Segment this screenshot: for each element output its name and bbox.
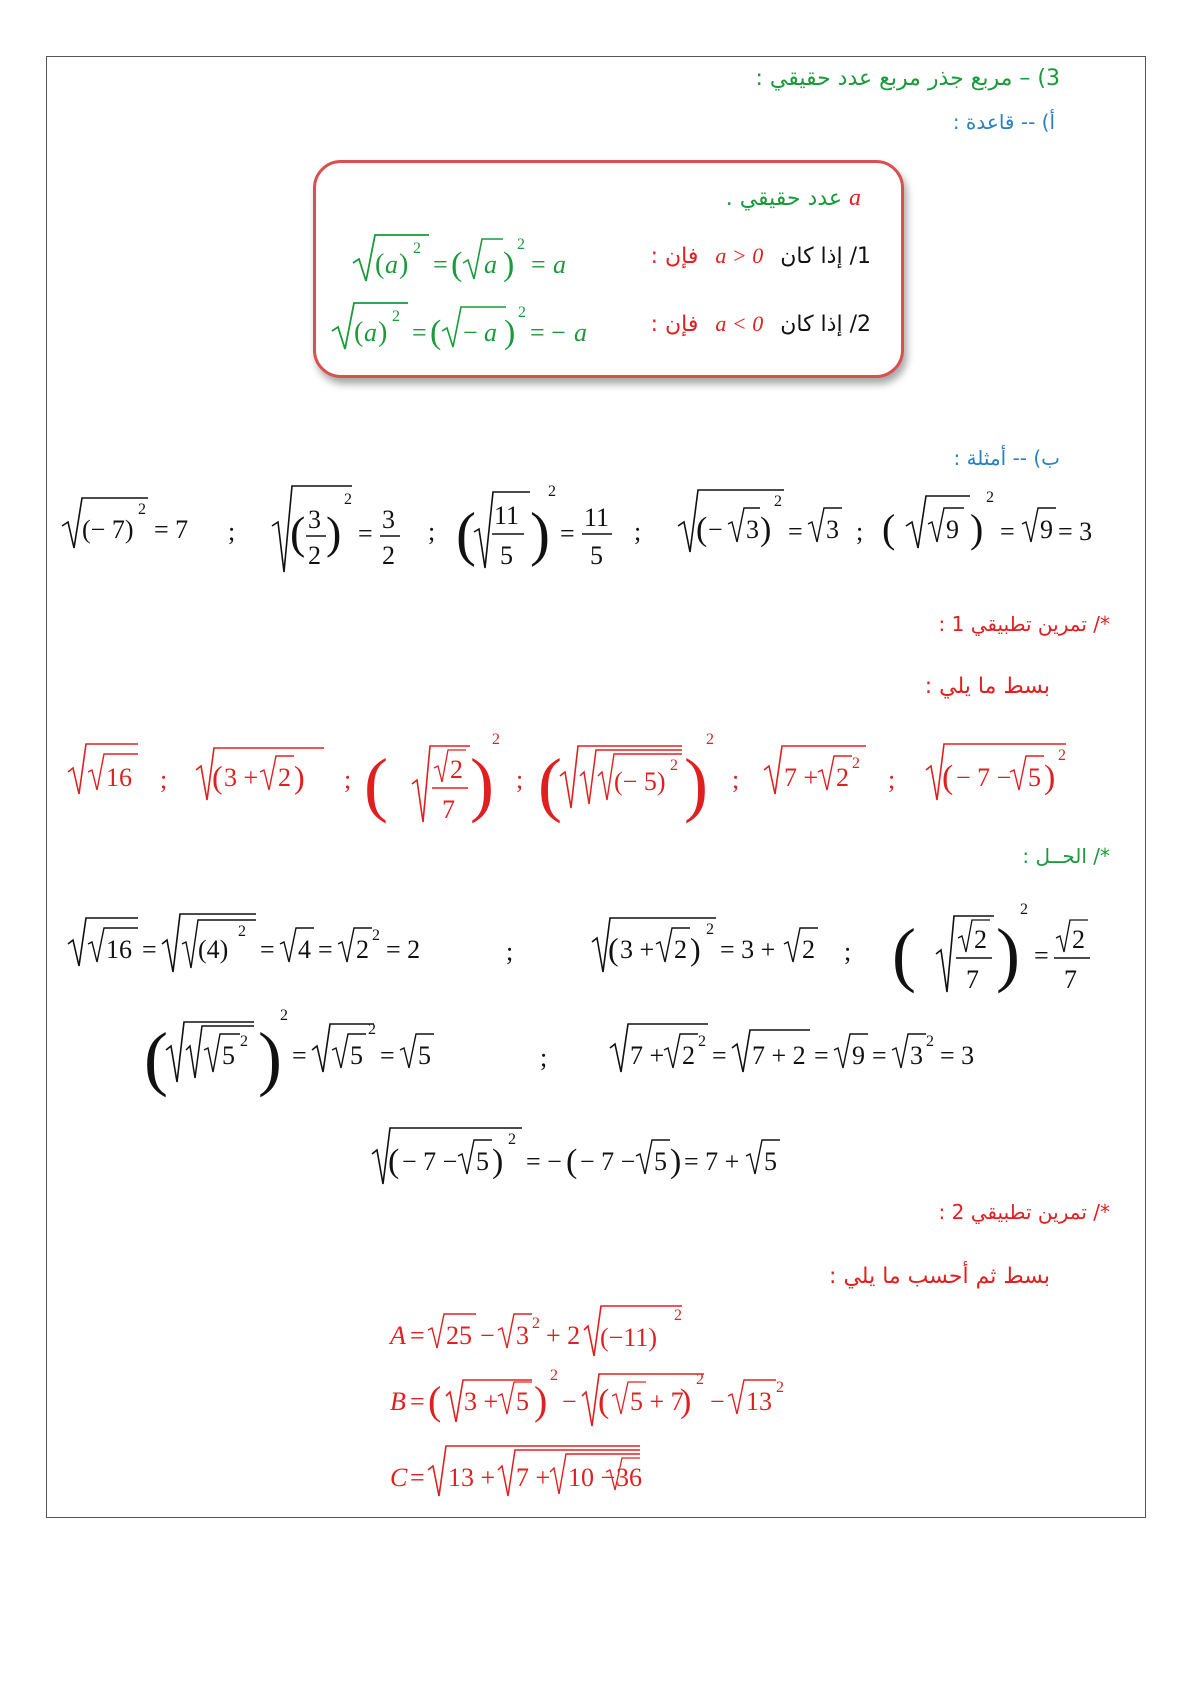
svg-text:2: 2 xyxy=(706,921,714,938)
svg-text:(: ( xyxy=(566,1143,578,1180)
svg-text:16: 16 xyxy=(106,935,132,964)
svg-text:+ 2: + 2 xyxy=(546,1321,581,1350)
svg-text:): ) xyxy=(534,1378,548,1423)
svg-text:=: = xyxy=(318,935,333,964)
svg-text:11: 11 xyxy=(584,503,610,532)
svg-text:3: 3 xyxy=(382,505,395,534)
svg-text:7: 7 xyxy=(1064,965,1077,994)
svg-text:): ) xyxy=(326,507,342,558)
svg-text:=: = xyxy=(712,1041,727,1070)
svg-text:5: 5 xyxy=(476,1147,489,1176)
svg-text:−: − xyxy=(562,1387,577,1416)
svg-text:3: 3 xyxy=(910,1041,923,1070)
svg-text:5: 5 xyxy=(516,1387,529,1416)
svg-text:): ) xyxy=(503,246,515,283)
svg-text:): ) xyxy=(492,1143,504,1180)
svg-text:(4): (4) xyxy=(198,935,229,964)
svg-text:9: 9 xyxy=(852,1041,865,1070)
svg-text:= 7 +: = 7 + xyxy=(684,1147,740,1176)
separator: ; xyxy=(856,517,864,546)
exercise2-instruction: بسط ثم أحسب ما يلي : xyxy=(829,1264,1050,1289)
example-sqrt-neg7 xyxy=(60,482,188,548)
svg-text:2: 2 xyxy=(926,1033,934,1050)
svg-text:2: 2 xyxy=(280,1007,288,1024)
svg-text:−: − xyxy=(710,1387,725,1416)
svg-text:=: = xyxy=(872,1041,887,1070)
svg-text:=: = xyxy=(380,1041,395,1070)
svg-text:2: 2 xyxy=(413,240,421,257)
svg-text:): ) xyxy=(470,744,494,824)
svg-text:3: 3 xyxy=(308,505,321,534)
solution-row-3 xyxy=(370,1110,820,1194)
svg-text:a: a xyxy=(484,250,497,279)
rule-formula-2 xyxy=(330,297,595,359)
svg-text:7 +: 7 + xyxy=(784,763,819,792)
svg-text:2: 2 xyxy=(774,493,782,510)
svg-text:;: ; xyxy=(732,765,740,794)
exercise2-expressions xyxy=(388,1300,848,1520)
solution-row-1 xyxy=(66,896,1146,1016)
svg-text:a: a xyxy=(364,318,377,347)
svg-text:C: C xyxy=(390,1463,408,1492)
ex2-expression-A xyxy=(388,1300,682,1356)
svg-text:(: ( xyxy=(430,314,442,351)
svg-text:5: 5 xyxy=(590,541,603,570)
svg-text:(: ( xyxy=(144,1018,168,1098)
svg-text:): ) xyxy=(378,317,388,348)
svg-text:=: = xyxy=(410,1321,425,1350)
example-sqrt-sqrt9 xyxy=(60,482,1092,551)
svg-text:(: ( xyxy=(451,246,463,283)
svg-text:5 + 7: 5 + 7 xyxy=(630,1387,684,1416)
svg-text:5: 5 xyxy=(500,541,513,570)
svg-text:2: 2 xyxy=(802,935,815,964)
svg-text:a: a xyxy=(484,318,497,347)
svg-text:13: 13 xyxy=(746,1387,772,1416)
svg-text:2: 2 xyxy=(492,731,500,748)
svg-text:(−11): (−11) xyxy=(600,1323,658,1352)
svg-text:=: = xyxy=(142,935,157,964)
sol-nested-sqrt5 xyxy=(140,1002,434,1098)
svg-text:2: 2 xyxy=(344,491,352,508)
svg-text:(− 7): (− 7) xyxy=(82,515,134,544)
svg-text:7: 7 xyxy=(442,795,455,824)
svg-text:2: 2 xyxy=(674,1307,682,1324)
svg-text:=: = xyxy=(410,1387,425,1416)
svg-text:2: 2 xyxy=(682,1041,695,1070)
svg-text:): ) xyxy=(399,249,409,280)
svg-text:;: ; xyxy=(888,765,896,794)
exercise1-instruction: بسط ما يلي : xyxy=(924,674,1050,699)
svg-text:2: 2 xyxy=(308,541,321,570)
svg-text:;: ; xyxy=(506,937,514,966)
rule-box xyxy=(313,160,904,378)
svg-text:=: = xyxy=(410,1463,425,1492)
svg-text:25: 25 xyxy=(446,1321,472,1350)
svg-text:= 3: = 3 xyxy=(940,1041,975,1070)
svg-text:;: ; xyxy=(160,765,168,794)
svg-text:= 7: = 7 xyxy=(154,515,189,544)
svg-text:=: = xyxy=(788,517,803,546)
svg-text:2: 2 xyxy=(372,927,380,944)
svg-text:3: 3 xyxy=(516,1321,529,1350)
svg-text:(: ( xyxy=(364,744,388,824)
svg-text:B: B xyxy=(390,1387,406,1416)
svg-text:): ) xyxy=(996,914,1020,994)
svg-text:3 +: 3 + xyxy=(224,763,259,792)
svg-text:= 2: = 2 xyxy=(386,935,421,964)
svg-text:(: ( xyxy=(696,511,708,548)
svg-text:5: 5 xyxy=(418,1041,431,1070)
svg-text:(: ( xyxy=(290,507,306,558)
svg-text:): ) xyxy=(684,744,708,824)
exercise1-row xyxy=(66,724,1146,836)
svg-text:(: ( xyxy=(882,506,896,551)
svg-text:(− 5): (− 5) xyxy=(614,767,666,796)
svg-text:11: 11 xyxy=(494,501,520,530)
svg-text:13 +: 13 + xyxy=(448,1463,496,1492)
svg-text:;: ; xyxy=(540,1043,548,1072)
svg-text:): ) xyxy=(294,759,305,795)
examples-row xyxy=(60,482,1140,578)
svg-text:2: 2 xyxy=(698,1033,706,1050)
svg-text:2: 2 xyxy=(240,1033,248,1050)
separator: ; xyxy=(228,517,236,546)
svg-text:;: ; xyxy=(844,937,852,966)
solution-row-2 xyxy=(140,1002,1060,1110)
svg-text:7 + 2: 7 + 2 xyxy=(752,1041,806,1070)
ex1-sqrt-3-plus-sqrt2 xyxy=(66,724,324,800)
solution-heading: */ الحــل : xyxy=(1022,844,1110,868)
rule-line-0: a عدد حقيقي . xyxy=(725,185,861,211)
sol-sqrt-sqrt16 xyxy=(66,896,420,972)
svg-text:2: 2 xyxy=(550,1367,558,1384)
svg-text:2: 2 xyxy=(706,731,714,748)
svg-text:− 7 −: − 7 − xyxy=(402,1147,458,1176)
svg-text:3: 3 xyxy=(826,515,839,544)
svg-text:2: 2 xyxy=(382,541,395,570)
svg-text:): ) xyxy=(760,511,772,548)
svg-text:): ) xyxy=(504,314,516,351)
svg-text:4: 4 xyxy=(298,935,311,964)
svg-text:(: ( xyxy=(598,1383,610,1420)
svg-text:(: ( xyxy=(456,501,476,567)
svg-text:=: = xyxy=(433,250,448,279)
svg-text:=: = xyxy=(1034,941,1049,970)
svg-text:2: 2 xyxy=(138,501,146,518)
svg-text:2: 2 xyxy=(278,763,291,792)
svg-text:− 7 −: − 7 − xyxy=(580,1147,636,1176)
svg-text:2: 2 xyxy=(670,757,678,774)
svg-text:2: 2 xyxy=(852,755,860,772)
svg-text:16: 16 xyxy=(106,763,132,792)
svg-text:A: A xyxy=(390,1321,406,1350)
svg-text:=: = xyxy=(560,519,575,548)
svg-text:2: 2 xyxy=(1020,901,1028,918)
svg-text:a: a xyxy=(385,250,398,279)
svg-text:2: 2 xyxy=(518,304,526,321)
svg-text:): ) xyxy=(970,506,984,551)
svg-text:): ) xyxy=(680,1383,692,1420)
svg-text:(: ( xyxy=(354,317,364,348)
svg-text:): ) xyxy=(530,501,550,567)
svg-text:2: 2 xyxy=(392,308,400,325)
svg-text:5: 5 xyxy=(764,1147,777,1176)
section-title: 3) – مربع جذر مربع عدد حقيقي : xyxy=(755,66,1060,91)
svg-text:2: 2 xyxy=(1072,925,1085,954)
svg-text:;: ; xyxy=(516,765,524,794)
exercise2-heading: */ تمرين تطبيقي 2 : xyxy=(938,1200,1110,1224)
svg-text:2: 2 xyxy=(696,1371,704,1388)
svg-text:− 7 −: − 7 − xyxy=(956,763,1012,792)
svg-text:2: 2 xyxy=(368,1021,376,1038)
svg-text:= −: = − xyxy=(530,318,566,347)
svg-text:2: 2 xyxy=(1058,747,1066,764)
svg-text:2: 2 xyxy=(508,1131,516,1148)
svg-text:7: 7 xyxy=(966,965,979,994)
svg-text:): ) xyxy=(1044,759,1056,796)
svg-text:3 +: 3 + xyxy=(464,1387,499,1416)
svg-text:;: ; xyxy=(344,765,352,794)
svg-text:a: a xyxy=(553,250,566,279)
svg-text:5: 5 xyxy=(222,1041,235,1070)
svg-text:2: 2 xyxy=(674,935,687,964)
rule-line-1: 1/ إذا كان a > 0 فإن : xyxy=(650,243,871,269)
svg-text:): ) xyxy=(258,1018,282,1098)
svg-text:=: = xyxy=(1000,517,1015,546)
rule-formula-1 xyxy=(351,229,591,289)
svg-text:=: = xyxy=(412,318,427,347)
svg-text:(: ( xyxy=(375,249,385,280)
svg-text:a: a xyxy=(574,318,587,347)
svg-text:9: 9 xyxy=(946,515,959,544)
svg-text:2: 2 xyxy=(548,483,556,500)
svg-text:2: 2 xyxy=(238,923,246,940)
rule-line-2: 2/ إذا كان a < 0 فإن : xyxy=(650,311,871,337)
svg-text:(: ( xyxy=(212,759,223,795)
svg-text:−: − xyxy=(708,515,723,544)
svg-text:3: 3 xyxy=(746,515,759,544)
svg-text:= 3 +: = 3 + xyxy=(720,935,776,964)
svg-text:7 +: 7 + xyxy=(516,1463,551,1492)
svg-text:7 +: 7 + xyxy=(630,1041,665,1070)
svg-text:−: − xyxy=(480,1321,495,1350)
ex1-sqrt-sqrt16 xyxy=(66,724,138,794)
svg-text:5: 5 xyxy=(1028,763,1041,792)
svg-text:2: 2 xyxy=(974,925,987,954)
svg-text:): ) xyxy=(670,1143,682,1180)
ex2-expression-B xyxy=(388,1300,784,1426)
svg-text:2: 2 xyxy=(356,935,369,964)
svg-text:2: 2 xyxy=(836,763,849,792)
examples-heading: ب) -- أمثلة : xyxy=(953,446,1060,470)
sol-sqrt-3-plus-sqrt2 xyxy=(66,896,818,972)
svg-text:5: 5 xyxy=(350,1041,363,1070)
svg-text:(: ( xyxy=(892,914,916,994)
svg-text:2: 2 xyxy=(986,489,994,506)
svg-text:5: 5 xyxy=(654,1147,667,1176)
svg-text:2: 2 xyxy=(776,1379,784,1396)
svg-text:3 +: 3 + xyxy=(620,935,655,964)
svg-text:=: = xyxy=(531,250,546,279)
svg-text:2: 2 xyxy=(517,236,525,253)
svg-text:36: 36 xyxy=(616,1463,642,1492)
svg-text:= −: = − xyxy=(526,1147,562,1176)
svg-text:): ) xyxy=(690,931,701,967)
svg-text:=: = xyxy=(292,1041,307,1070)
separator: ; xyxy=(634,517,642,546)
svg-text:(: ( xyxy=(428,1378,442,1423)
svg-text:=: = xyxy=(358,519,373,548)
svg-text:10 −: 10 − xyxy=(568,1463,616,1492)
svg-text:=: = xyxy=(260,935,275,964)
svg-text:= 3: = 3 xyxy=(1058,517,1093,546)
svg-text:(: ( xyxy=(608,931,619,967)
rule-heading: أ) -- قاعدة : xyxy=(952,110,1055,134)
svg-text:(: ( xyxy=(388,1143,400,1180)
ex1-sqrt-7-plus-sqrt2sq xyxy=(66,724,866,794)
svg-text:(: ( xyxy=(942,759,954,796)
svg-text:−: − xyxy=(463,318,478,347)
svg-text:2: 2 xyxy=(532,1315,540,1332)
exercise1-heading: */ تمرين تطبيقي 1 : xyxy=(938,612,1110,636)
svg-text:(: ( xyxy=(538,744,562,824)
separator: ; xyxy=(428,517,436,546)
svg-text:2: 2 xyxy=(450,755,463,784)
svg-text:=: = xyxy=(814,1041,829,1070)
svg-text:9: 9 xyxy=(1040,515,1053,544)
